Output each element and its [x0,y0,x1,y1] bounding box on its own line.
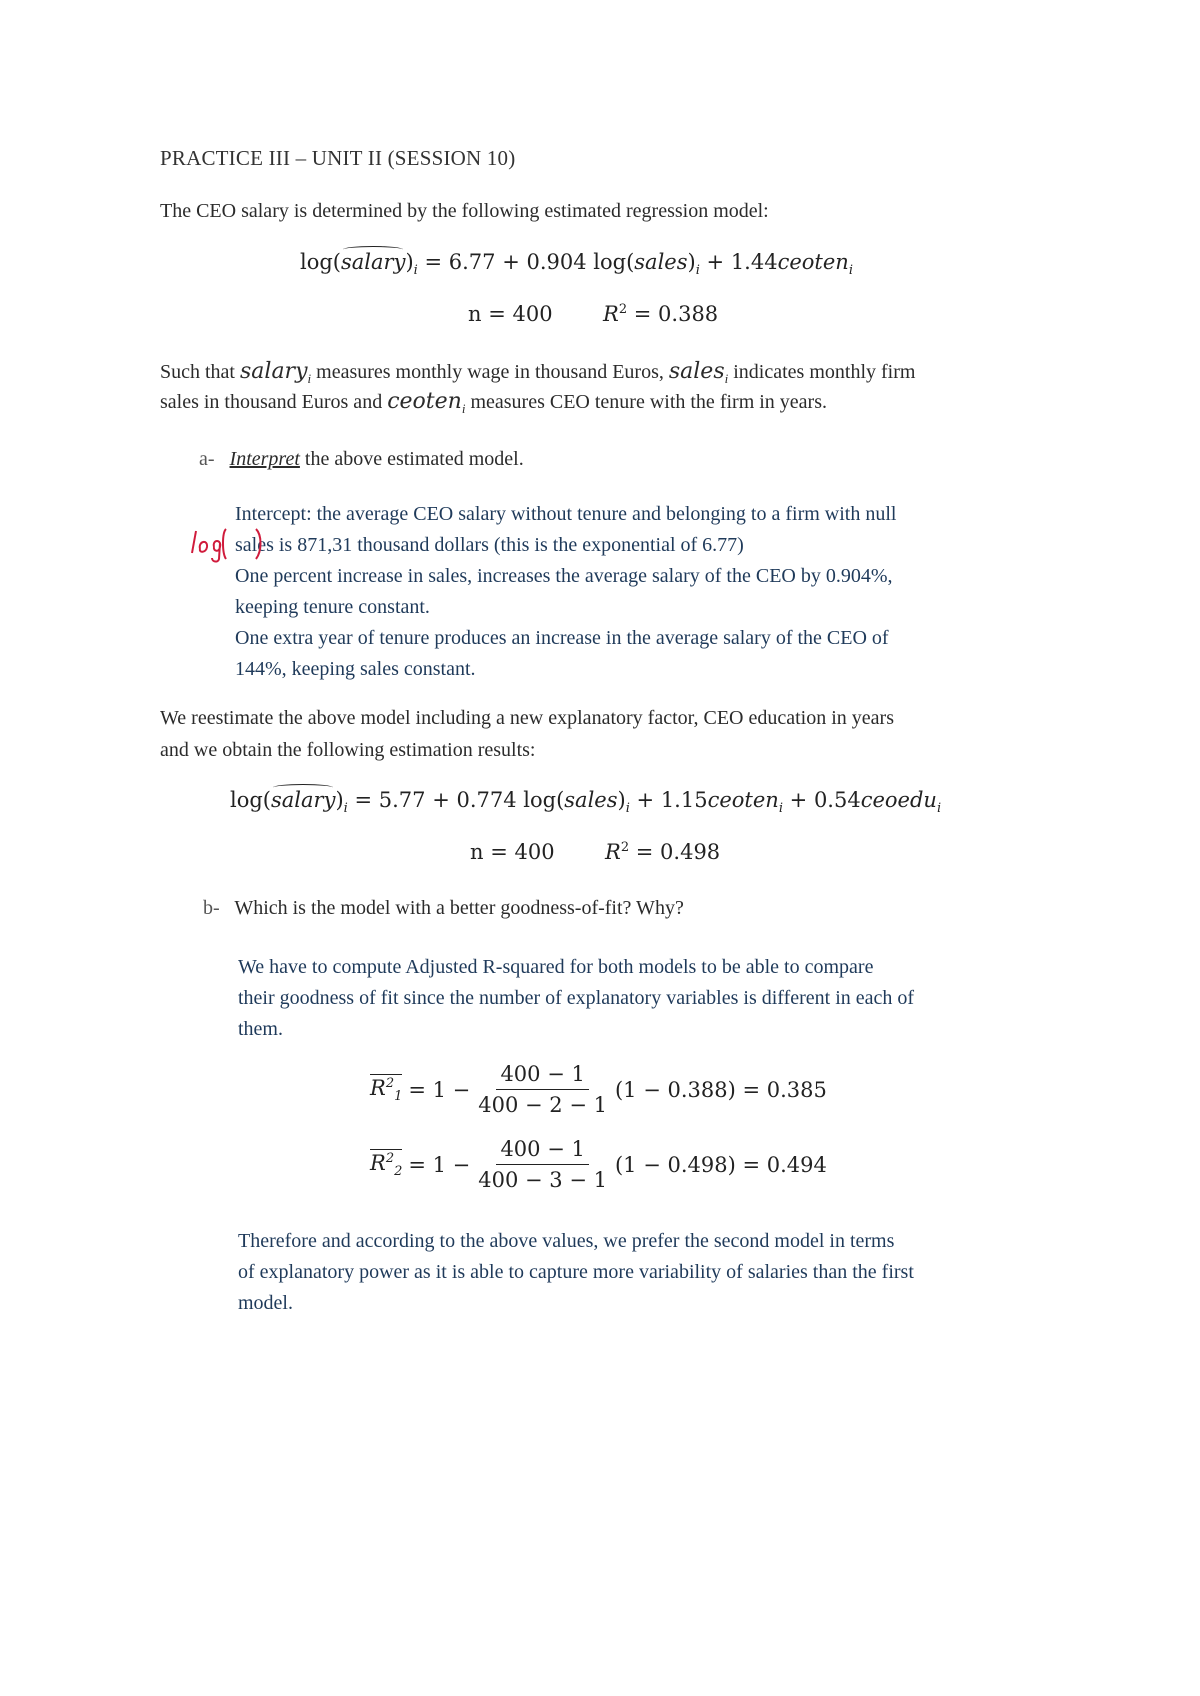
model2-r2-sup: 2 [620,840,630,855]
adjusted-r2-1-denominator: 400 − 2 − 1 [478,1093,607,1117]
adjusted-r2-1-fraction [474,1062,611,1117]
model1-lhs-var: salary [341,250,406,274]
page-title: PRACTICE III – UNIT II (SESSION 10) [160,146,516,170]
definitions-part2: measures monthly wage in thousand Euros, [311,361,669,383]
definitions-line2: sales in thousand Euros and ceoten$_i$ measures CEO tenure with the firm in years. [160,389,827,416]
conclusion [238,1226,1118,1319]
answer-a-line2: sales is 871,31 thousand dollars (this is the exponential of 6.77) [235,534,744,556]
answer-a-line5: One extra year of tenure produces an increase in the average salary of the CEO of [235,627,889,649]
model2-r2-value: = 0.498 [635,840,721,864]
adjusted-r2-formula-1 [370,1062,827,1117]
adjusted-r2-1-numerator: 400 − 1 [496,1062,588,1090]
model1-r2-value: = 0.388 [633,302,719,326]
model2-lhs-close: ) [335,788,344,812]
conclusion-line3: model. [238,1292,293,1314]
model2-rhs-sales: sales [564,788,618,812]
adjusted-r2-2-symbol: $R^2_2$ [370,1151,403,1180]
model1-n: n = 400 [468,302,553,326]
model1-rhs-ceoten: ceoten [777,250,849,274]
model2-n: n = 400 [470,840,555,864]
answer-b-line3: them. [238,1018,283,1040]
handwritten-annotation [186,523,266,563]
question-a [199,443,524,475]
definitions-part4: sales in thousand Euros and [160,391,388,413]
answer-a-line4: keeping tenure constant. [235,596,430,618]
reestimate-line1: We reestimate the above model including a new explanatory factor, CEO education in years [160,707,894,729]
reestimate-line2: and we obtain the following estimation results: [160,739,536,761]
question-b-label: b- [203,897,220,919]
model2-equation [230,788,941,816]
answer-a [235,499,1115,685]
model2-lhs-func: log( [230,788,271,812]
model2-ceoten-sub: i [778,801,783,817]
model1-r2 [603,302,718,326]
adjusted-r2-formula-2 [370,1137,827,1192]
adjusted-r2-2-sup: 2 [385,1151,395,1167]
model2-lhs-sub: i [343,801,348,817]
question-a-label: a- [199,448,215,470]
model2-rhs-c: + 1.15 [636,788,708,812]
definitions-line1: Such that salary$_i$ measures monthly wage in thousand Euros, sales$_i$ indicates monthly firm [160,359,916,386]
model2-sales-sub: i [625,801,630,817]
model2-rhs-b: ) [617,788,626,812]
adjusted-r2-2-sub: 2 [394,1164,403,1180]
model1-equation [300,250,853,278]
model2-ceoedu-sub: i [936,801,942,817]
intro-text: The CEO salary is determined by the following estimated regression model: [160,200,769,222]
model2-lhs-var: salary [271,788,336,812]
model1-r2-label: R [603,302,619,326]
conclusion-line1: Therefore and according to the above values, we prefer the second model in terms [238,1230,895,1252]
model1-lhs-sub: i [413,263,418,279]
adjusted-r2-1-sub: 1 [394,1089,403,1105]
model1-lhs-func: log( [300,250,341,274]
adjusted-r2-1-sup: 2 [385,1076,395,1092]
answer-b-line2: their goodness of fit since the number of explanatory variables is different in each of [238,987,915,1009]
answer-b-line1: We have to compute Adjusted R-squared for both models to be able to compare [238,956,874,978]
model1-r2-sup: 2 [618,302,628,317]
adjusted-r2-2-eq: = 1 − [408,1152,471,1177]
reestimate-paragraph [160,702,1060,766]
model1-rhs-b: ) [687,250,696,274]
adjusted-r2-1-tail: (1 − 0.388) = 0.385 [614,1077,827,1102]
adjusted-r2-2-numerator: 400 − 1 [496,1137,588,1165]
question-b [203,892,684,924]
model2-r2 [605,840,720,864]
model2-rhs-d: + 0.54 [789,788,861,812]
answer-b [238,952,1118,1045]
salary-variable: salary [240,359,308,384]
question-a-text: the above estimated model. [299,448,524,470]
question-a-keyword: Interpret [229,448,300,470]
model1-rhs-a: = 6.77 + 0.904 log( [424,250,635,274]
answer-a-line1: Intercept: the average CEO salary without tenure and belonging to a firm with null [235,503,897,525]
ceoten-variable: ceoten [387,389,462,414]
model1-sales-sub: i [695,263,700,279]
adjusted-r2-1-eq: = 1 − [408,1077,471,1102]
conclusion-line2: of explanatory power as it is able to capture more variability of salaries than the first [238,1261,914,1283]
model2-rhs-ceoten: ceoten [707,788,779,812]
adjusted-r2-2-fraction [474,1137,611,1192]
question-b-text: Which is the model with a better goodness-of-fit? Why? [234,897,684,919]
definitions-part1: Such that [160,361,240,383]
answer-a-line3: One percent increase in sales, increases the average salary of the CEO by 0.904%, [235,565,893,587]
model2-r2-label: R [605,840,621,864]
answer-a-line6: 144%, keeping sales constant. [235,658,476,680]
model2-rhs-ceoedu: ceoedu [860,788,937,812]
model1-lhs-close: ) [405,250,414,274]
definitions-part5: measures CEO tenure with the firm in years. [465,391,827,413]
adjusted-r2-1-symbol: $R^2_1$ [370,1076,403,1105]
model1-rhs-c: + 1.44 [706,250,778,274]
model1-ceoten-sub: i [848,263,853,279]
adjusted-r2-2-tail: (1 − 0.498) = 0.494 [614,1152,827,1177]
sales-variable: sales [668,359,725,384]
model1-rhs-sales: sales [634,250,688,274]
model2-rhs-a: = 5.77 + 0.774 log( [354,788,565,812]
adjusted-r2-2-denominator: 400 − 3 − 1 [478,1168,607,1192]
definitions-part3: indicates monthly firm [728,361,916,383]
